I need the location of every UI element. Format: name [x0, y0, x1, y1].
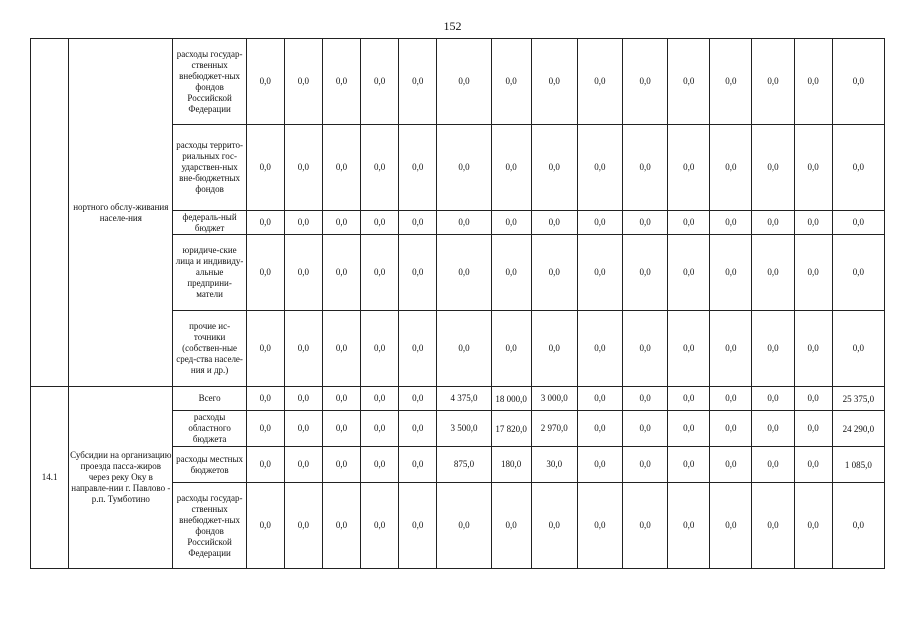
- value-cell: 0,0: [531, 211, 577, 235]
- value-cell: 0,0: [361, 211, 399, 235]
- value-cell: 0,0: [668, 447, 710, 483]
- value-cell: 0,0: [322, 387, 360, 411]
- value-cell: 0,0: [794, 447, 832, 483]
- value-cell: 18 000,0: [491, 387, 531, 411]
- value-cell: 0,0: [437, 483, 491, 569]
- section-a: [31, 39, 885, 387]
- value-cell: 0,0: [531, 235, 577, 311]
- program-name: Субсидии на организацию проезда пасса-жиров через реку Оку в направле-нии г. Павлово - р.п. Тумботино: [69, 387, 173, 569]
- value-cell: 0,0: [246, 235, 284, 311]
- value-cell: 0,0: [623, 211, 668, 235]
- funding-source: расходы государ-ственных внебюджет-ных фондов Российской Федерации: [173, 39, 246, 125]
- value-cell: 1 085,0: [832, 447, 884, 483]
- value-cell: 3 000,0: [531, 387, 577, 411]
- value-cell: 0,0: [794, 125, 832, 211]
- value-cell: 0,0: [577, 235, 622, 311]
- value-cell: 0,0: [361, 125, 399, 211]
- value-cell: 0,0: [322, 447, 360, 483]
- value-cell: 0,0: [284, 235, 322, 311]
- value-cell: 0,0: [322, 483, 360, 569]
- value-cell: 0,0: [246, 211, 284, 235]
- funding-source: расходы областного бюджета: [173, 411, 246, 447]
- value-cell: 0,0: [246, 447, 284, 483]
- value-cell: 0,0: [710, 125, 752, 211]
- value-cell: 0,0: [399, 39, 437, 125]
- value-cell: 0,0: [832, 311, 884, 387]
- value-cell: 0,0: [491, 483, 531, 569]
- value-cell: 0,0: [284, 39, 322, 125]
- value-cell: 0,0: [577, 39, 622, 125]
- value-cell: 24 290,0: [832, 411, 884, 447]
- value-cell: 0,0: [752, 211, 794, 235]
- funding-source: юридиче-ские лица и индивиду-альные предприни-матели: [173, 235, 246, 311]
- value-cell: 0,0: [399, 411, 437, 447]
- value-cell: 0,0: [361, 311, 399, 387]
- value-cell: 0,0: [284, 211, 322, 235]
- budget-table: [30, 38, 885, 569]
- value-cell: 0,0: [832, 483, 884, 569]
- value-cell: 0,0: [794, 411, 832, 447]
- value-cell: 0,0: [246, 125, 284, 211]
- page-number: 152: [443, 19, 462, 33]
- value-cell: 0,0: [322, 211, 360, 235]
- value-cell: 0,0: [399, 211, 437, 235]
- program-name: нортного обслу-живания населе-ния: [69, 39, 173, 387]
- value-cell: 0,0: [752, 311, 794, 387]
- value-cell: 0,0: [491, 39, 531, 125]
- value-cell: 0,0: [491, 311, 531, 387]
- value-cell: 0,0: [832, 211, 884, 235]
- funding-source: расходы террито-риальных гос-ударствен-ных вне-бюджетных фондов: [173, 125, 246, 211]
- value-cell: 0,0: [531, 311, 577, 387]
- value-cell: 0,0: [437, 39, 491, 125]
- funding-source: Всего: [173, 387, 246, 411]
- value-cell: 0,0: [361, 411, 399, 447]
- value-cell: 0,0: [491, 211, 531, 235]
- value-cell: 0,0: [491, 125, 531, 211]
- value-cell: 0,0: [668, 39, 710, 125]
- value-cell: 0,0: [794, 483, 832, 569]
- value-cell: 25 375,0: [832, 387, 884, 411]
- value-cell: 0,0: [832, 125, 884, 211]
- value-cell: 0,0: [752, 411, 794, 447]
- value-cell: 0,0: [284, 447, 322, 483]
- table-row: [31, 387, 885, 411]
- value-cell: 0,0: [668, 387, 710, 411]
- value-cell: 0,0: [531, 483, 577, 569]
- value-cell: 0,0: [361, 39, 399, 125]
- value-cell: 0,0: [399, 311, 437, 387]
- value-cell: 0,0: [322, 311, 360, 387]
- value-cell: 180,0: [491, 447, 531, 483]
- value-cell: 3 500,0: [437, 411, 491, 447]
- value-cell: 0,0: [577, 311, 622, 387]
- value-cell: 0,0: [710, 483, 752, 569]
- value-cell: 4 375,0: [437, 387, 491, 411]
- funding-source: прочие ис-точники (собствен-ные сред-ства населе-ния и др.): [173, 311, 246, 387]
- value-cell: 17 820,0: [491, 411, 531, 447]
- value-cell: 0,0: [832, 39, 884, 125]
- value-cell: 0,0: [284, 311, 322, 387]
- value-cell: 0,0: [668, 483, 710, 569]
- value-cell: 0,0: [794, 211, 832, 235]
- value-cell: 0,0: [623, 483, 668, 569]
- value-cell: 0,0: [577, 411, 622, 447]
- funding-source: расходы государ-ственных внебюджет-ных фондов Российской Федерации: [173, 483, 246, 569]
- value-cell: 0,0: [284, 125, 322, 211]
- value-cell: 0,0: [246, 387, 284, 411]
- value-cell: 0,0: [399, 447, 437, 483]
- value-cell: 0,0: [246, 411, 284, 447]
- value-cell: 0,0: [531, 125, 577, 211]
- value-cell: 0,0: [399, 125, 437, 211]
- value-cell: 0,0: [752, 483, 794, 569]
- value-cell: 0,0: [322, 411, 360, 447]
- value-cell: 0,0: [710, 411, 752, 447]
- value-cell: 0,0: [246, 39, 284, 125]
- value-cell: 0,0: [710, 211, 752, 235]
- value-cell: 0,0: [623, 235, 668, 311]
- value-cell: 0,0: [284, 411, 322, 447]
- value-cell: 0,0: [322, 125, 360, 211]
- value-cell: 0,0: [752, 125, 794, 211]
- funding-source: федераль-ный бюджет: [173, 211, 246, 235]
- value-cell: 0,0: [710, 311, 752, 387]
- value-cell: 0,0: [531, 39, 577, 125]
- value-cell: 0,0: [668, 311, 710, 387]
- value-cell: 0,0: [623, 311, 668, 387]
- value-cell: 0,0: [399, 235, 437, 311]
- value-cell: 0,0: [361, 387, 399, 411]
- section-b: [31, 387, 885, 569]
- value-cell: 0,0: [668, 235, 710, 311]
- value-cell: 0,0: [668, 125, 710, 211]
- value-cell: 0,0: [361, 483, 399, 569]
- value-cell: 0,0: [710, 39, 752, 125]
- funding-source: расходы местных бюджетов: [173, 447, 246, 483]
- value-cell: 0,0: [832, 235, 884, 311]
- value-cell: 0,0: [322, 235, 360, 311]
- value-cell: 2 970,0: [531, 411, 577, 447]
- value-cell: 0,0: [752, 39, 794, 125]
- value-cell: 0,0: [668, 411, 710, 447]
- value-cell: 0,0: [399, 387, 437, 411]
- value-cell: 0,0: [623, 125, 668, 211]
- value-cell: 0,0: [437, 211, 491, 235]
- value-cell: 0,0: [322, 39, 360, 125]
- value-cell: 0,0: [623, 387, 668, 411]
- value-cell: 0,0: [623, 447, 668, 483]
- value-cell: 0,0: [577, 447, 622, 483]
- value-cell: 0,0: [577, 211, 622, 235]
- value-cell: 0,0: [246, 483, 284, 569]
- value-cell: 0,0: [752, 447, 794, 483]
- value-cell: 0,0: [623, 411, 668, 447]
- value-cell: 0,0: [284, 387, 322, 411]
- value-cell: 0,0: [668, 211, 710, 235]
- value-cell: 875,0: [437, 447, 491, 483]
- value-cell: 0,0: [710, 447, 752, 483]
- value-cell: 0,0: [577, 387, 622, 411]
- value-cell: 0,0: [361, 235, 399, 311]
- value-cell: 0,0: [794, 311, 832, 387]
- value-cell: 0,0: [399, 483, 437, 569]
- value-cell: 0,0: [752, 387, 794, 411]
- table-row: [31, 39, 885, 125]
- value-cell: 0,0: [437, 311, 491, 387]
- value-cell: 0,0: [246, 311, 284, 387]
- value-cell: 0,0: [284, 483, 322, 569]
- value-cell: 0,0: [794, 387, 832, 411]
- value-cell: 0,0: [710, 235, 752, 311]
- value-cell: 0,0: [361, 447, 399, 483]
- value-cell: 0,0: [437, 125, 491, 211]
- value-cell: 0,0: [577, 125, 622, 211]
- value-cell: 0,0: [794, 235, 832, 311]
- value-cell: 0,0: [794, 39, 832, 125]
- value-cell: 30,0: [531, 447, 577, 483]
- value-cell: 0,0: [437, 235, 491, 311]
- value-cell: 0,0: [710, 387, 752, 411]
- value-cell: 0,0: [577, 483, 622, 569]
- value-cell: 0,0: [491, 235, 531, 311]
- value-cell: 0,0: [623, 39, 668, 125]
- value-cell: 0,0: [752, 235, 794, 311]
- row-number: [31, 39, 69, 387]
- row-number: 14.1: [31, 387, 69, 569]
